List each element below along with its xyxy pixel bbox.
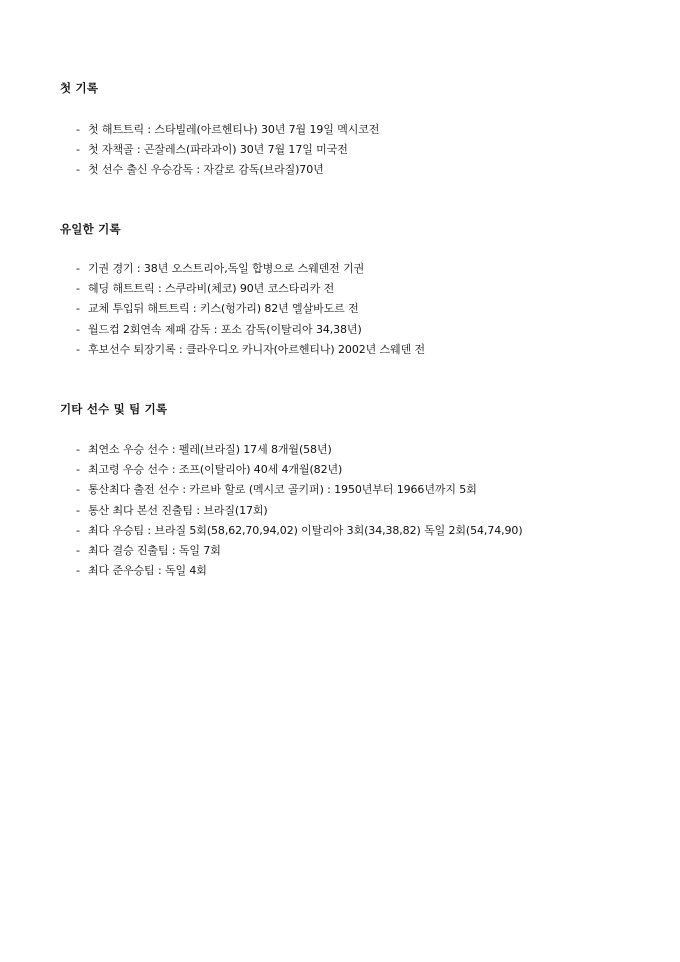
section-other-records [60,401,660,578]
bullet-dash: - [76,543,80,557]
list-item-text: 후보선수 퇴장기록 : 클라우디오 카니자(아르헨티나) 2002년 스웨덴 전 [88,342,426,356]
list-item-text: 첫 자책골 : 곤잘레스(파라과이) 30년 7월 17일 미국전 [88,143,348,157]
bullet-dash: - [76,123,80,136]
section-heading: 기타 선수 및 팀 기록 [60,402,168,416]
list-item [76,460,666,480]
list-item-text: 월드컵 2회연속 제패 감독 : 포소 감독(이탈리아 34,38년) [88,322,362,336]
list-item [76,120,666,140]
record-list [76,259,666,360]
bullet-dash: - [76,463,80,477]
bullet-dash: - [76,443,80,456]
list-item-text: 통산최다 출전 선수 : 카르바 할로 (멕시코 골키퍼) : 1950년부터 1966년까지 5회 [88,483,477,497]
list-item-text: 최다 결승 진출팀 : 독일 7회 [88,543,221,557]
section-unique-records [60,221,660,356]
list-item-text: 최연소 우승 선수 : 펠레(브라질) 17세 8개월(58년) [88,443,332,456]
bullet-dash: - [76,262,80,275]
bullet-dash: - [76,564,80,578]
list-item [76,279,666,299]
list-item [76,541,666,561]
bullet-dash: - [76,143,80,157]
list-item [76,140,666,160]
list-item [76,340,666,360]
list-item [76,521,666,541]
list-item [76,440,666,460]
section-heading: 첫 기록 [60,81,99,95]
list-item [76,561,666,581]
list-item [76,160,666,180]
bullet-dash: - [76,483,80,497]
bullet-dash: - [76,282,80,296]
list-item-text: 최다 준우승팀 : 독일 4회 [88,564,207,578]
list-item [76,501,666,521]
list-item-text: 기권 경기 : 38년 오스트리아,독일 합병으로 스웨덴전 기권 [88,262,365,275]
bullet-dash: - [76,503,80,517]
list-item-text: 최고령 우승 선수 : 조프(이탈리아) 40세 4개월(82년) [88,463,343,477]
list-item [76,480,666,500]
list-item-text: 첫 해트트릭 : 스타빌레(아르헨티나) 30년 7월 19일 멕시코전 [88,123,380,136]
section-heading: 유일한 기록 [60,222,121,236]
record-list [76,440,666,581]
bullet-dash: - [76,523,80,537]
list-item [76,320,666,340]
list-item [76,259,666,279]
list-item [76,299,666,319]
list-item-text: 교체 투입뒤 해트트릭 : 키스(헝가리) 82년 엘살바도르 전 [88,302,359,316]
list-item-text: 첫 선수 출신 우승감독 : 자갈로 감독(브라질)70년 [88,163,324,177]
bullet-dash: - [76,322,80,336]
bullet-dash: - [76,342,80,356]
section-first-records [60,80,660,177]
list-item-text: 최다 우승팀 : 브라질 5회(58,62,70,94,02) 이탈리아 3회(34,38,82) 독일 2회(54,74,90) [88,523,523,537]
list-item-text: 통산 최다 본선 진출팀 : 브라질(17회) [88,503,268,517]
bullet-dash: - [76,302,80,316]
list-item-text: 헤딩 해트트릭 : 스쿠라비(체코) 90년 코스타리카 전 [88,282,335,296]
record-list [76,120,666,181]
bullet-dash: - [76,163,80,177]
